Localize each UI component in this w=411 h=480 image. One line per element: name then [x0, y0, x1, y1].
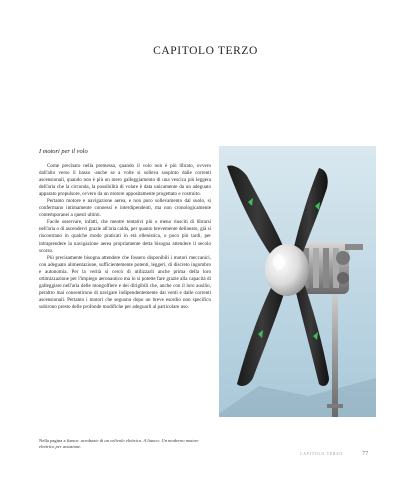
paragraph: Pertanto motore e navigazione aerea, e non puro sollevamento dal suolo, si confermano intimamente connessi e interdipendenti, ma non cronologicamente contemporanei a questi ultimi.	[39, 198, 211, 219]
propeller-illustration	[219, 146, 376, 417]
section-heading: I motori per il volo	[39, 148, 88, 155]
body-text	[39, 163, 211, 311]
caption-text: acrobazie di un velivolo elettrico. A lianco: Un moderno motore elettrico per aviazione.	[39, 438, 199, 450]
page-number: 77	[362, 450, 369, 457]
paragraph: Più precisamente bisogna attendere che fossero disponibili i motori meccanici, con adeguato alimentazione, sufficientemente potenti, leggeri, di discreto ingombro e autonomia. Per la verità si cercò di utilizzarli anche prima della loro ottimizzazione per l'impiego aeronautico ma lo si potette fare grazie alla capacità di galleggiare nell'aria delle mongolfiere e dei dirigibili che, anche con il loro ausilio, peraltro mai consentirono di navigare indipendentemente dai venti e dalle correnti ascensionali. Pertanto i motori che seguono dopo un breve esordio non specifico subirono presto delle profonde modifiche per adeguarli al particolare uso.	[39, 254, 211, 310]
caption-lead: Nella pagina a fianco:	[39, 438, 80, 443]
photo-caption	[39, 438, 209, 451]
electric-motor-propeller-photo	[219, 146, 376, 417]
paragraph: Come precisato nella premessa, quando il volo non è più librato, ovvero dall'alto verso il basso -anche se a volte si solleva sospinto dalle correnti ascensionali, quando non è più un mero galleggiamento di una vescica più leggera dell'aria che la circonda, la possibilità di volare è data unicamente da un adeguato apparato propulsore, ovvero da un motore appositamente progettato e costruito.	[39, 163, 211, 198]
chapter-title: CAPITOLO TERZO	[153, 45, 258, 57]
running-head: CAPITOLO TERZO	[300, 452, 344, 456]
paragraph: Facile osservare, infatti, che mentre tentativi più o meno riusciti di librarsi nell'aria o di ascendervi grazie all'aria calda, per quanto brevemente delineato, già si riscontrano in qualche modo praticati in età ellenistica, o poco più tardi, per intraprendere la navigazione aerea propriamente detta bisogna attendere il secolo scorso.	[39, 219, 211, 254]
